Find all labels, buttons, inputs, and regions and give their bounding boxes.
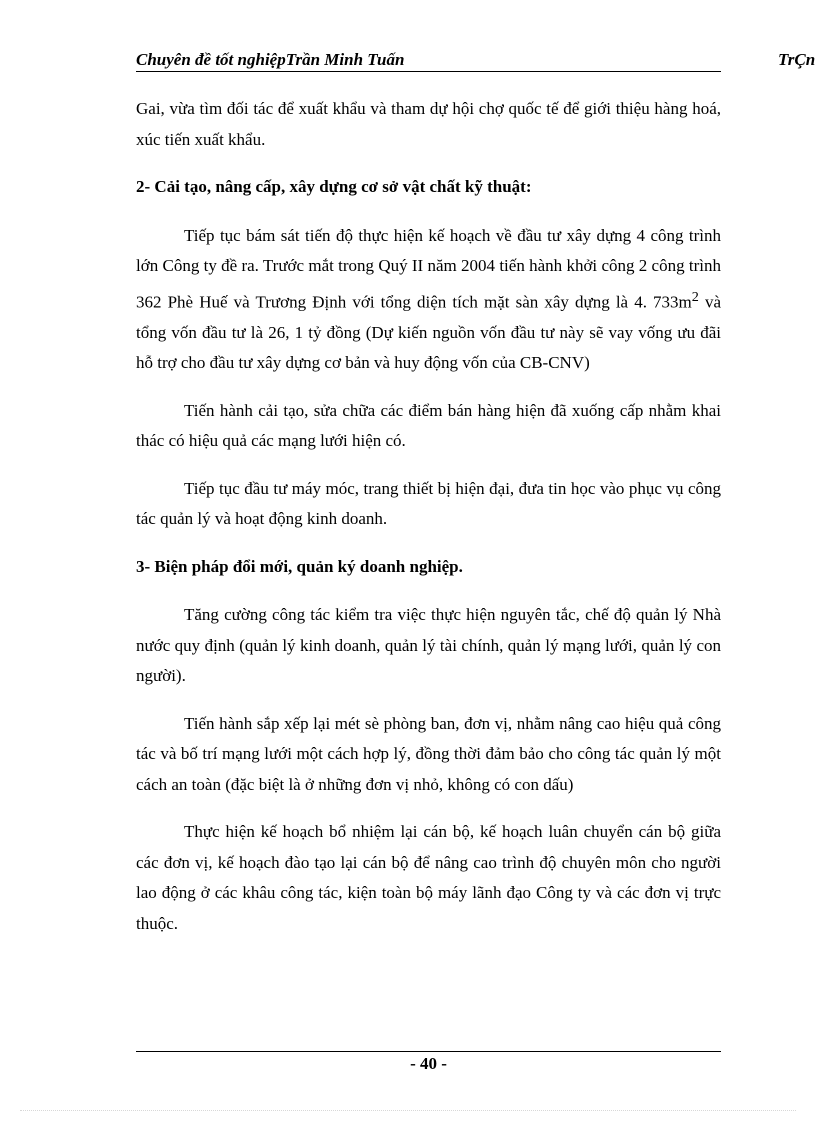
- header-title: Chuyên đề tốt nghiệpTrần Minh Tuấn: [136, 50, 405, 69]
- footer-divider: [136, 1051, 721, 1052]
- paragraph-construction-plan-text: Tiếp tục bám sát tiến độ thực hiện kế hoạch về đầu tư xây dựng 4 công trình lớn Công ty đề ra. Trước mắt trong Quý II năm 2004 tiến hành khởi công 2 công trình 362 Phè Huế và Trương Định với tổng diện tích mặt sàn xây dựng là 4. 733m: [136, 225, 721, 312]
- page-number: - 40 -: [410, 1054, 447, 1073]
- document-body: [136, 94, 721, 956]
- area-unit-superscript: 2: [691, 288, 699, 305]
- paragraph-construction-plan-text-end: và tổng vốn đầu tư là 26, 1 tỷ đồng (Dự kiến nguồn vốn đầu tư này sẽ vay vống ưu đãi hỗ trợ cho đầu tư xây dựng cơ bản và huy động vốn của CB-CNV): [136, 292, 722, 373]
- paragraph-inspection: Tăng cường công tác kiểm tra việc thực hiện nguyên tắc, chế độ quản lý Nhà nước quy định (quản lý kinh doanh, quản lý tài chính, quản lý mạng lưới, quản lý con người).: [136, 605, 721, 686]
- paragraph-construction-plan: [136, 221, 721, 379]
- page-header: [136, 50, 816, 72]
- paragraph-renovation: Tiến hành cải tạo, sửa chữa các điểm bán hàng hiện đã xuống cấp nhằm khai thác có hiệu quả các mạng lưới hiện có.: [136, 400, 721, 451]
- section-heading-3: 3- Biện pháp đổi mới, quản ký doanh nghiệp.: [136, 556, 463, 576]
- paragraph-reorganization: Tiến hành sắp xếp lại mét sè phòng ban, đơn vị, nhằm nâng cao hiệu quả công tác và bố trí mạng lưới một cách hợp lý, đồng thời đảm bảo cho công tác quản lý một cách an toàn (đặc biệt là ở những đơn vị nhỏ, không có con dấu): [136, 713, 721, 794]
- paragraph-equipment: Tiếp tục đầu tư máy móc, trang thiết bị hiện đại, đưa tin học vào phục vụ công tác quản lý và hoạt động kinh doanh.: [136, 478, 721, 529]
- paragraph-personnel: Thực hiện kế hoạch bổ nhiệm lại cán bộ, kế hoạch luân chuyển cán bộ giữa các đơn vị, kế hoạch đào tạo lại cán bộ để nâng cao trình độ chuyên môn cho người lao động ở các khâu công tác, kiện toàn bộ máy lãnh đạo Công ty và các đơn vị trực thuộc.: [136, 822, 721, 933]
- paragraph-continuation: Gai, vừa tìm đối tác để xuất khẩu và tham dự hội chợ quốc tế để giới thiệu hàng hoá, xúc tiến xuất khẩu.: [136, 99, 721, 149]
- section-heading-2: 2- Cải tạo, nâng cấp, xây dựng cơ sở vật chất kỹ thuật:: [136, 177, 532, 196]
- header-right-fragment: TrÇn: [778, 50, 816, 69]
- page-bottom-border: [20, 1110, 796, 1111]
- header-divider: [136, 71, 721, 72]
